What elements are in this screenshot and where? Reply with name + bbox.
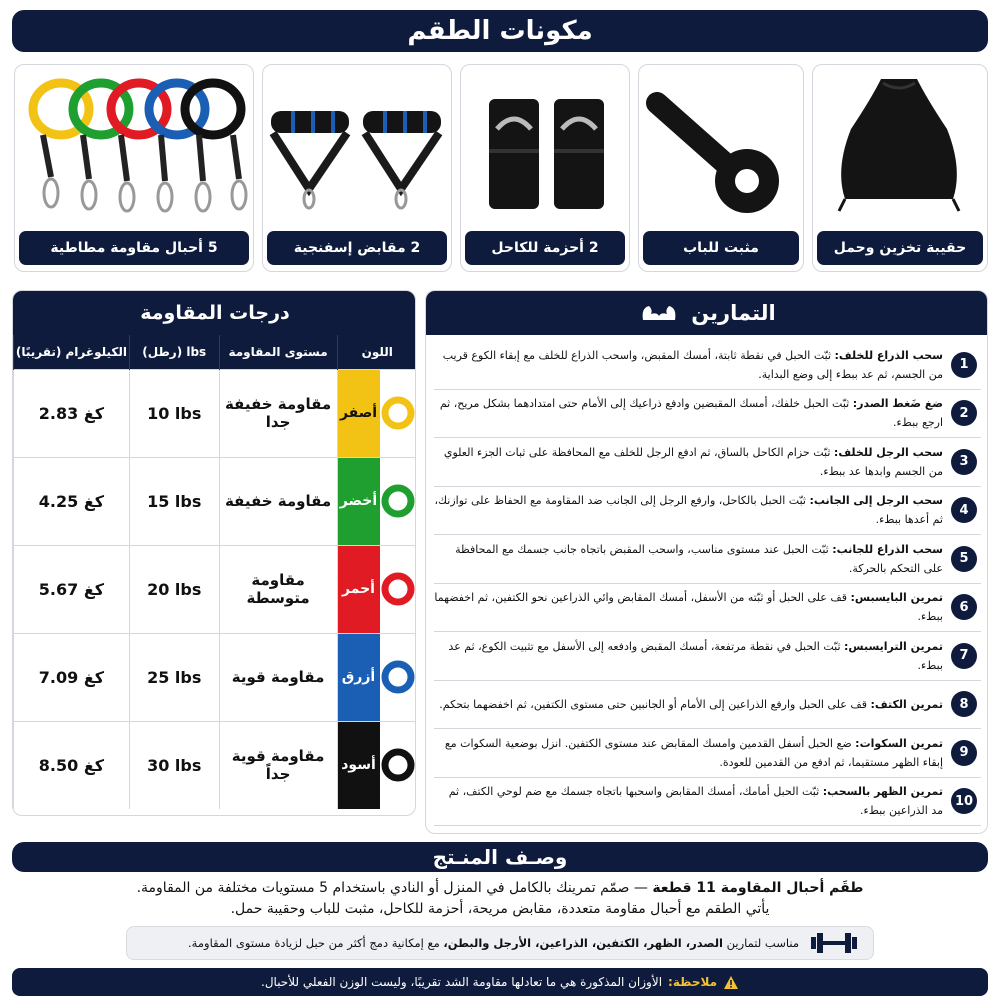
exercise-item <box>434 341 981 390</box>
exercise-item <box>434 778 981 827</box>
lbs-value: 30 lbs <box>129 721 219 809</box>
exercise-number: 7 <box>951 643 977 669</box>
exercise-text: ضغ ضَغط الصدر: ثبّت الحبل خلفك، أمسك المقبضين وادفع ذراعيك إلى الأمام حتى امتدادهما بشكل مريح، ثم ارجع ببطء. <box>439 397 943 430</box>
exercise-item <box>434 535 981 584</box>
exercise-item <box>434 729 981 778</box>
resistance-title: درجات المقاومة <box>13 291 416 335</box>
band-ring-icon <box>380 370 417 457</box>
component-card-ankle-straps <box>460 64 630 272</box>
component-label: حقيبة تخزين وحمل <box>817 231 983 265</box>
resistance-row <box>14 369 417 457</box>
dumbbell-icon <box>809 930 859 956</box>
band-ring-icon <box>380 546 417 633</box>
header-lbs: (رطل) lbs <box>129 335 219 369</box>
component-label: 5 أحبال مقاومة مطاطية <box>19 231 249 265</box>
component-label: مثبت للباب <box>643 231 799 265</box>
component-label: 2 مقابض إسفنجية <box>267 231 447 265</box>
header-level: مستوى المقاومة <box>219 335 337 369</box>
flexed-arm-icon <box>639 300 679 326</box>
exercise-text: تمرين الكتف: قف على الحبل وارفع الذراعين إلى الأمام أو الجانبين حتى مستوى الكتفين، ثم اخفضهما بتحكم. <box>439 697 943 711</box>
header-color: اللون <box>337 335 416 369</box>
exercise-text: سحب الذراع للخلف: ثبّت الحبل في نقطة ثابتة، أمسك المقبض، واسحب الذراع للخلف مع إبقاء الكوع قريب من الجسم، ثم عد ببطء إلى وضع البداية. <box>442 348 943 381</box>
description-text <box>20 878 980 920</box>
description-line2: يأتي الطقم مع أحبال مقاومة متعددة، مقابض مريحة، أحزمة للكاحل، مثبت للباب وحقيبة حمل. <box>230 901 770 917</box>
kg-value: 2.83 كغ <box>14 369 130 457</box>
exercise-number: 1 <box>951 352 977 378</box>
kit-title: مكونات الطقم <box>12 10 988 52</box>
exercise-number: 5 <box>951 546 977 572</box>
color-cell <box>337 369 416 457</box>
color-name: أصفر <box>338 370 380 457</box>
exercises-title-bar <box>426 291 988 335</box>
lbs-value: 10 lbs <box>129 369 219 457</box>
resistance-bands-icon <box>14 69 253 227</box>
kg-value: 5.67 كغ <box>14 545 130 633</box>
note-text: الأوزان المذكورة هي ما تعادلها مقاومة الشد تقريبًا، وليست الوزن الفعلي للأحبال. <box>261 975 663 989</box>
color-name: أخضر <box>338 458 380 545</box>
exercise-number: 6 <box>951 594 977 620</box>
level-value: مقاومة خفيفة <box>219 457 337 545</box>
level-value: مقاومة خفيفة جدا <box>219 369 337 457</box>
color-name: أحمر <box>338 546 380 633</box>
exercise-number: 3 <box>951 449 977 475</box>
foam-handles-icon <box>262 69 451 227</box>
resistance-row <box>14 457 417 545</box>
band-ring-icon <box>380 458 417 545</box>
exercise-text: تمرين الظهر بالسحب: ثبّت الحبل أمامك، أمسك المقابض واسحبها باتجاه جسمك مع ضم لوحي الكتف، ثم مد الذراعين ببطء. <box>448 785 943 818</box>
component-card-bag <box>812 64 988 272</box>
lbs-value: 25 lbs <box>129 633 219 721</box>
band-ring-icon <box>380 634 417 721</box>
note-bar <box>12 968 988 996</box>
description-title: وصـف المنـتج <box>12 842 988 872</box>
color-cell <box>337 457 416 545</box>
color-name: أسود <box>338 722 380 809</box>
headline-rest: — صمّم تمرينك بالكامل في المنزل أو النادي باستخدام 5 مستويات مختلفة من المقاومة. <box>136 880 653 896</box>
exercises-title: التمارين <box>691 301 776 325</box>
door-anchor-icon <box>638 69 803 227</box>
suitable-text: مناسب لتمارين الصدر، الظهر، الكتفين، الذراعين، الأرجل والبطن، مع إمكانية دمج أكثر من حبل لزيادة مستوى المقاومة. <box>188 936 799 950</box>
exercise-number: 10 <box>951 788 977 814</box>
warning-icon <box>723 975 739 990</box>
exercise-text: سحب الذراع للجانب: ثبّت الحبل عند مستوى مناسب، واسحب المقبض باتجاه جانب جسمك مع المحافظة على التحكم بالحركة. <box>455 542 943 575</box>
lbs-value: 20 lbs <box>129 545 219 633</box>
exercises-panel <box>425 290 988 834</box>
header-kg: الكيلوغرام (تقريبًا) <box>14 335 130 369</box>
lbs-value: 15 lbs <box>129 457 219 545</box>
exercise-text: سحب الرجل إلى الجانب: ثبّت الحبل بالكاحل، وارفع الرجل إلى الجانب ضد المقاومة مع الحفاظ على توازنك، ثم أعدها ببطء. <box>434 494 943 527</box>
exercise-item <box>434 632 981 681</box>
resistance-panel <box>12 290 416 816</box>
exercise-number: 9 <box>951 740 977 766</box>
description-headline <box>20 878 980 899</box>
exercise-item <box>434 390 981 439</box>
component-card-bands <box>14 64 254 272</box>
color-cell <box>337 633 416 721</box>
ankle-straps-icon <box>460 69 629 227</box>
note-label: ملاحظة: <box>668 975 718 989</box>
kg-value: 8.50 كغ <box>14 721 130 809</box>
exercise-text: تمرين السكوات: ضع الحبل أسفل القدمين وامسك المقابض عند مستوى الكتفين. انزل بوضعية السكوات مع إبقاء الظهر مستقيما، ثم ادفع من القدمين للعودة. <box>444 736 943 769</box>
component-card-door-anchor <box>638 64 804 272</box>
exercise-item <box>434 487 981 536</box>
storage-bag-icon <box>812 69 987 227</box>
band-ring-icon <box>380 722 417 809</box>
level-value: مقاومة قوية جداً <box>219 721 337 809</box>
suitable-for-box <box>126 926 874 960</box>
exercise-text: سحب الرجل للخلف: ثبّت حزام الكاحل بالساق، ثم ادفع الرجل للخلف مع المحافظة على ثبات الجزء العلوي من الجسم وابدها عد ببطء. <box>443 445 943 478</box>
exercise-number: 2 <box>951 400 977 426</box>
resistance-row <box>14 633 417 721</box>
exercise-number: 4 <box>951 497 977 523</box>
headline-bold: طقَم أحبال المقاومة 11 قطعة <box>652 880 864 896</box>
color-cell <box>337 545 416 633</box>
component-label: 2 أحزمة للكاحل <box>465 231 625 265</box>
resistance-row <box>14 721 417 809</box>
exercise-text: تمرين البايسبس: قف على الحبل أو ثبّته من الأسفل، أمسك المقابض وائي الذراعين نحو الكتفين، ثم اخفضهما ببطء. <box>434 591 943 624</box>
resistance-row <box>14 545 417 633</box>
exercise-number: 8 <box>951 691 977 717</box>
kg-value: 4.25 كغ <box>14 457 130 545</box>
exercise-item <box>434 584 981 633</box>
resistance-table <box>13 335 416 809</box>
kg-value: 7.09 كغ <box>14 633 130 721</box>
exercise-item <box>434 438 981 487</box>
color-name: أزرق <box>338 634 380 721</box>
exercise-text: تمرين الترايسبس: ثبّت الحبل في نقطة مرتفعة، أمسك المقبض وادفعه إلى الأسفل مع تثبيت الكوع، ثم عد ببطء. <box>448 639 943 672</box>
level-value: مقاومة متوسطة <box>219 545 337 633</box>
component-card-handles <box>262 64 452 272</box>
level-value: مقاومة قوية <box>219 633 337 721</box>
exercise-item <box>434 681 981 730</box>
color-cell <box>337 721 416 809</box>
